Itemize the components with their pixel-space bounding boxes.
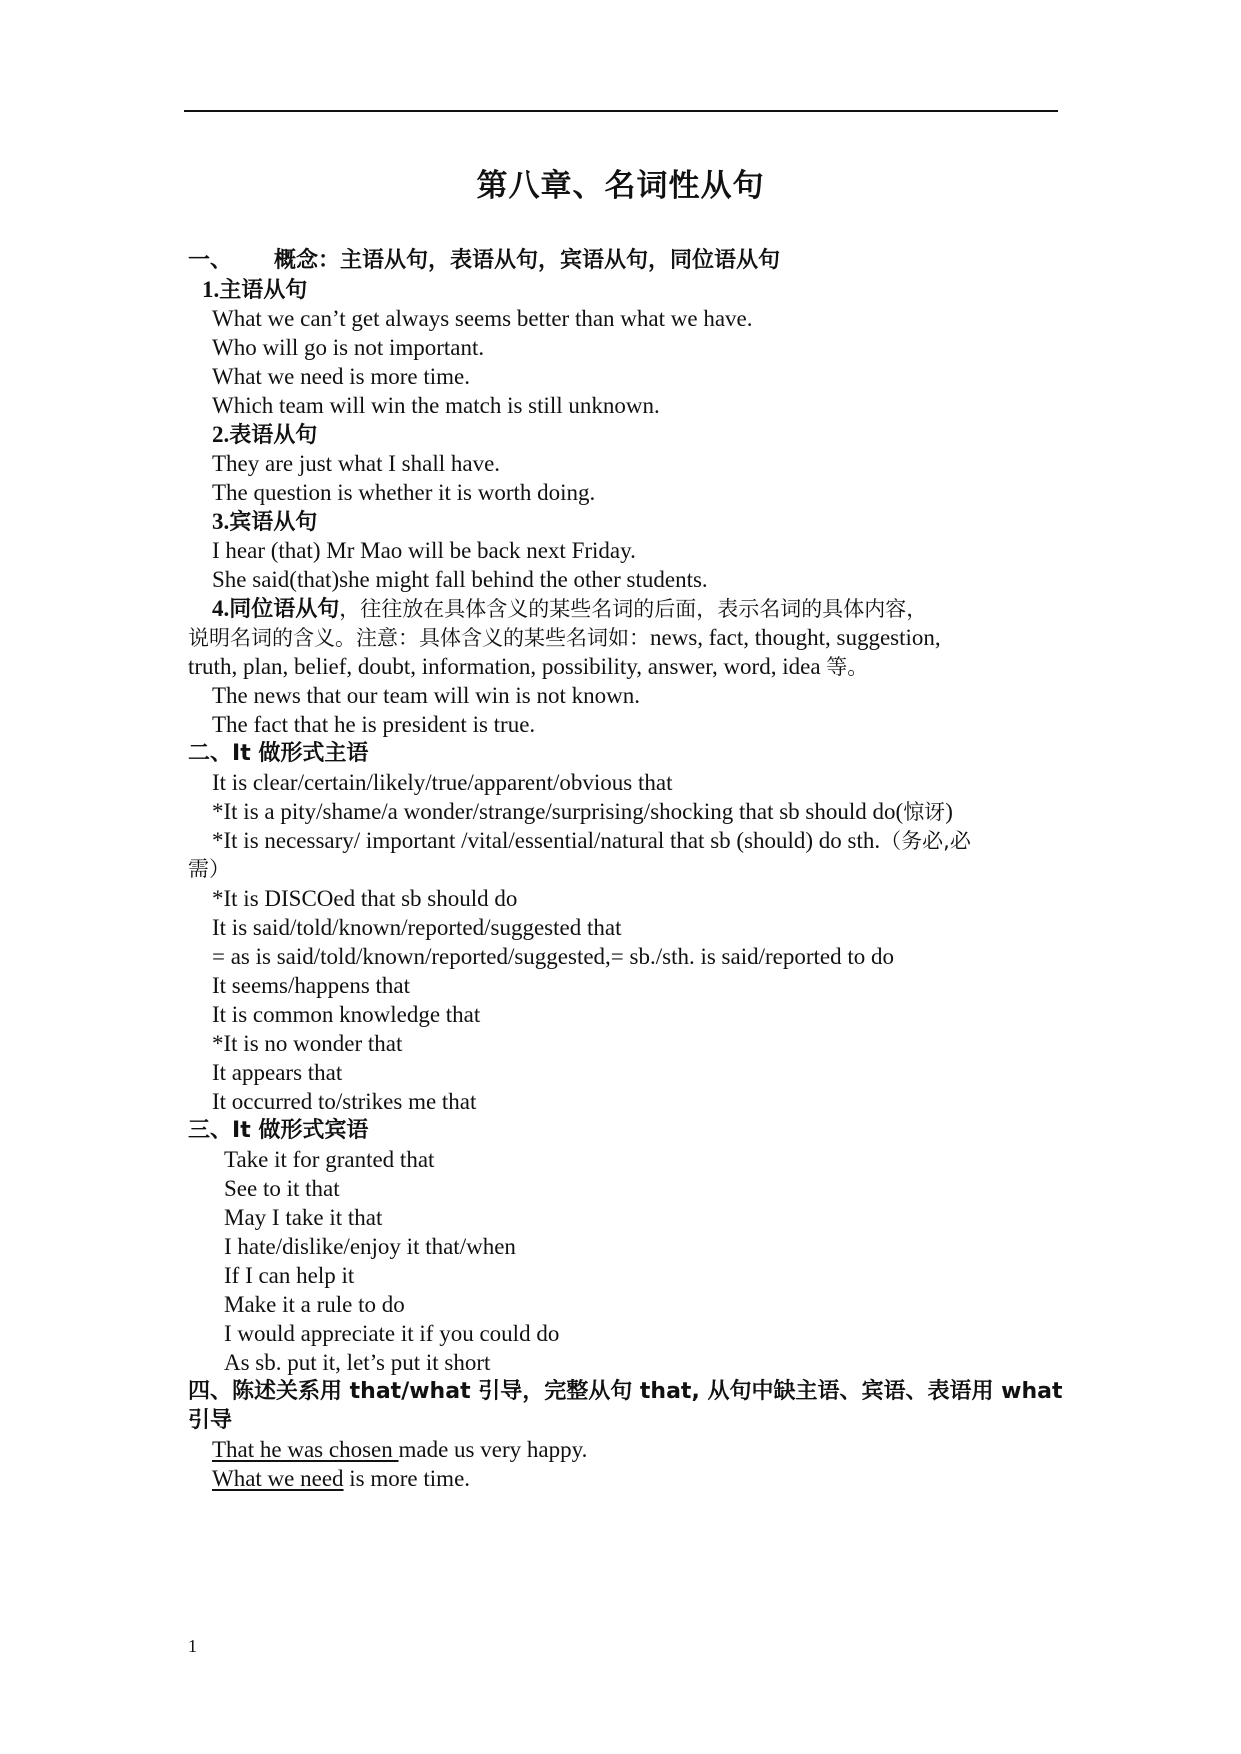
pattern-line: It is clear/certain/likely/true/apparent/obvious that [212,770,673,795]
example-line: Who will go is not important. [212,335,485,360]
pattern-line: If I can help it [224,1263,355,1288]
pattern-line: It occurred to/strikes me that [212,1089,477,1114]
pattern-line: See to it that [224,1176,340,1201]
section-2-heading: 二、It 做形式主语 [188,741,369,766]
pattern-line: = as is said/told/known/reported/suggested,= sb./sth. is said/reported to do [212,944,895,969]
pattern-line: *It is a pity/shame/a wonder/strange/surprising/shocking that sb should do(惊讶) [212,799,953,824]
subsection-2-heading: 2.表语从句 [212,422,318,448]
pattern-line: Make it a rule to do [224,1292,405,1317]
section-4-heading-line-2: 引导 [188,1408,233,1433]
pattern-line: Take it for granted that [224,1147,435,1172]
pattern-line: *It is necessary/ important /vital/essential/natural that sb (should) do sth.（务必,必 [212,828,971,853]
example-line: She said(that)she might fall behind the other students. [212,567,708,592]
subsection-3-heading: 3.宾语从句 [212,509,318,535]
section-1-title: 概念：主语从句，表语从句，宾语从句，同位语从句 [274,248,781,273]
example-line: What we need is more time. [212,1466,471,1491]
pattern-line: It is said/told/known/reported/suggested that [212,915,622,940]
underlined-clause: What we need [212,1466,344,1491]
pattern-line: It seems/happens that [212,973,411,998]
subsection-4-paragraph-line-3: truth, plan, belief, doubt, information, possibility, answer, word, idea 等。 [188,654,869,679]
section-3-heading: 三、It 做形式宾语 [188,1118,369,1143]
subsection-1-heading: 1.主语从句 [202,277,308,303]
example-line: That he was chosen made us very happy. [212,1437,588,1462]
subsection-4-paragraph-line-1: 4.同位语从句，往往放在具体含义的某些名词的后面，表示名词的具体内容， [212,596,928,622]
example-line: I hear (that) Mr Mao will be back next Friday. [212,538,636,563]
pattern-line: As sb. put it, let’s put it short [224,1350,491,1375]
example-line: The question is whether it is worth doing. [212,480,596,505]
example-line: What we can’t get always seems better than what we have. [212,306,753,331]
example-line: The news that our team will win is not known. [212,683,640,708]
pattern-line: I would appreciate it if you could do [224,1321,560,1346]
pattern-line: It appears that [212,1060,343,1085]
header-rule [184,110,1058,112]
document-body [188,246,1128,1493]
pattern-line: It is common knowledge that [212,1002,481,1027]
page-title: 第八章、名词性从句 [476,168,765,204]
page-number: 1 [188,1636,197,1656]
subsection-4-paragraph-line-2: 说明名词的含义。注意：具体含义的某些名词如：news, fact, thought, suggestion, [188,625,941,650]
pattern-line: *It is DISCOed that sb should do [212,886,518,911]
section-4-heading-line-1: 四、陈述关系用 that/what 引导，完整从句 that, 从句中缺主语、宾语、表语用 what [188,1379,1063,1404]
example-line: What we need is more time. [212,364,471,389]
pattern-line: I hate/dislike/enjoy it that/when [224,1234,516,1259]
section-1-heading [188,246,1128,275]
example-line: They are just what I shall have. [212,451,501,476]
pattern-line: *It is no wonder that [212,1031,403,1056]
pattern-line: May I take it that [224,1205,383,1230]
section-1-number: 一、 [188,248,233,273]
example-line: The fact that he is president is true. [212,712,536,737]
underlined-clause: That he was chosen [212,1437,399,1462]
pattern-line-continuation: 需） [188,857,230,881]
example-line: Which team will win the match is still unknown. [212,393,660,418]
